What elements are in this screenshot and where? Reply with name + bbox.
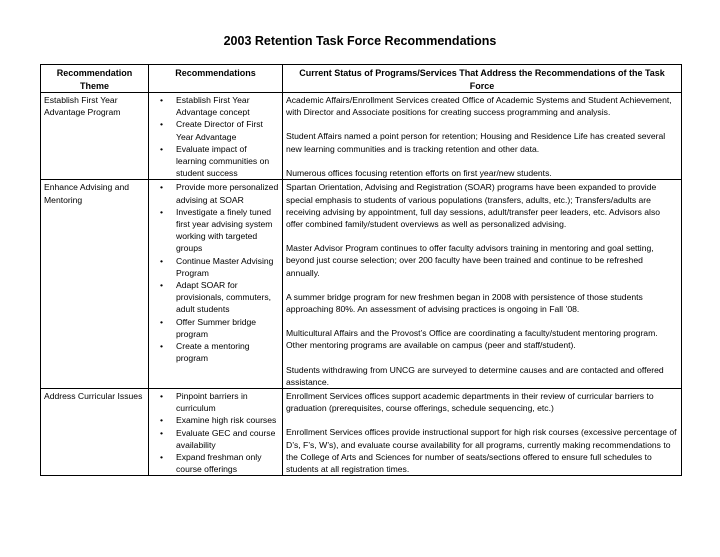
status-paragraph: Student Affairs named a point person for retention; Housing and Residence Life has created several new learning communities and is tracking retention and other data.	[286, 131, 666, 154]
recommendation-item: • Pinpoint barriers in curriculum	[152, 390, 279, 414]
recommendation-item: • Adapt SOAR for provisionals, commuters, adult students	[152, 279, 279, 316]
status-paragraph: Numerous offices focusing retention efforts on first year/new students.	[286, 167, 552, 178]
status-paragraph: Enrollment Services offices provide instructional support for high risk courses (excessive percentage of D’s, F’s, W’s), and evaluate course availability for all programs, currently making recommendations to the College of Arts and Sciences for number of seats/sections offered to ensure full schedules to students at all registration times.	[286, 427, 677, 475]
table-header-row	[41, 65, 682, 93]
status-cell	[283, 389, 682, 476]
status-paragraph: Spartan Orientation, Advising and Registration (SOAR) programs have been expanded to provide special emphasis to students of various populations (transfers, adults, etc.); Transfers/adults are receiving advising by appointment, full day sessions, adult/transfer peer leaders, etc. Advisors also offer combined family/student overviews as well as personalized advising.	[286, 182, 661, 230]
recommendations-cell	[149, 180, 283, 389]
status-paragraph: A summer bridge program for new freshmen began in 2008 with persistence of those students approaching 80%. An assessment of advising practices is ongoing in Fall ’08.	[286, 291, 643, 315]
table-row	[41, 389, 682, 476]
status-cell	[283, 180, 682, 389]
header-recommendations: Recommendations	[149, 65, 283, 93]
recommendations-list	[152, 94, 279, 179]
recommendations-list	[152, 390, 279, 475]
table-body	[41, 93, 682, 476]
recommendation-item: • Create Director of First Year Advantage	[152, 118, 279, 142]
status-paragraph: Enrollment Services offices support academic departments in their review of curricular barriers to graduation (prerequisites, course offerings, schedule sequencing, etc.)	[286, 391, 654, 414]
recommendations-cell	[149, 93, 283, 180]
recommendation-item: • Continue Master Advising Program	[152, 255, 279, 279]
recommendation-item: • Investigate a finely tuned first year advising system working with targeted groups	[152, 206, 279, 255]
document-title: 2003 Retention Task Force Recommendations	[223, 34, 497, 48]
recommendation-item: • Offer Summer bridge program	[152, 316, 279, 340]
status-paragraph: Multicultural Affairs and the Provost’s Office are coordinating a faculty/student mentoring program. Other mentoring programs are available on campus (peer and staff/student).	[286, 328, 658, 351]
table-row	[41, 93, 682, 180]
recommendation-item: • Create a mentoring program	[152, 340, 279, 364]
header-recommendation-theme: Recommendation Theme	[41, 65, 149, 93]
recommendation-item: • Examine high risk courses	[152, 414, 279, 426]
recommendation-item: • Evaluate GEC and course availability	[152, 427, 279, 451]
status-paragraph: Students withdrawing from UNCG are surveyed to determine causes and are contacted and offered assistance.	[286, 364, 664, 387]
recommendations-cell	[149, 389, 283, 476]
recommendations-list	[152, 181, 279, 364]
recommendations-table	[40, 64, 682, 476]
recommendation-item: • Establish First Year Advantage concept	[152, 94, 279, 118]
theme-cell: Establish First Year Advantage Program	[41, 93, 149, 180]
recommendation-item: • Evaluate impact of learning communities on student success	[152, 143, 279, 180]
theme-cell: Enhance Advising and Mentoring	[41, 180, 149, 389]
recommendation-item: • Expand freshman only course offerings	[152, 451, 279, 475]
header-current-status: Current Status of Programs/Services That Address the Recommendations of the Task Force	[283, 65, 682, 93]
theme-cell: Address Curricular Issues	[41, 389, 149, 476]
status-paragraph: Academic Affairs/Enrollment Services created Office of Academic Systems and Student Achievement, with Director and Associate positions for creating success programming and analysis.	[286, 95, 672, 118]
recommendation-item: • Provide more personalized advising at SOAR	[152, 181, 279, 205]
table-row	[41, 180, 682, 389]
status-paragraph: Master Advisor Program continues to offer faculty advisors training in mentoring and goal setting, beyond just course selection; over 200 faculty have been trained and continue to be refreshed annually.	[286, 243, 654, 278]
status-cell	[283, 93, 682, 180]
